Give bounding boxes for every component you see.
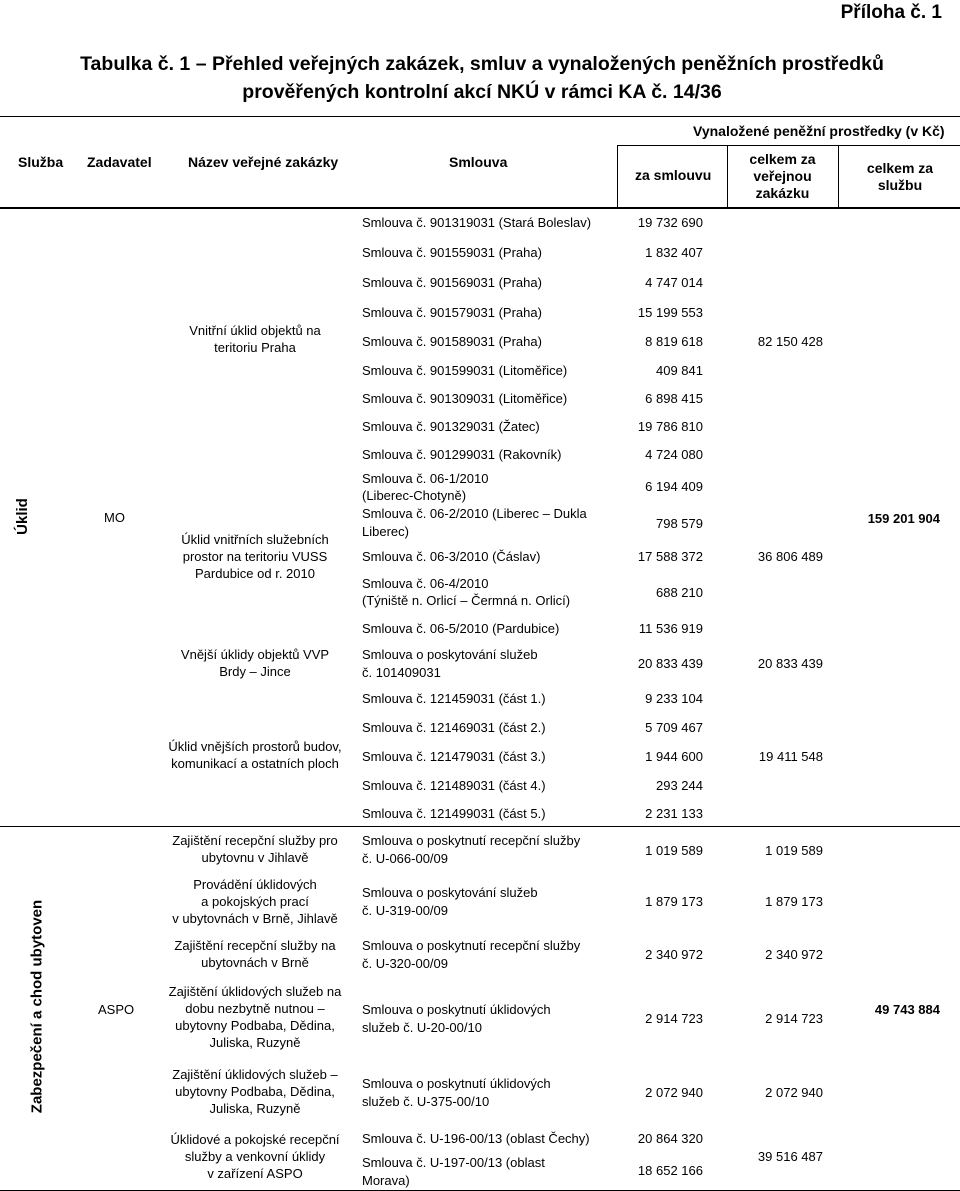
tender-4 (150, 738, 360, 772)
contract-row: Smlouva o poskytnutí úklidových (362, 1076, 551, 1091)
header-per-tender-l1: celkem za (749, 151, 816, 167)
tender-9-l3: Juliska, Ruzyně (209, 1101, 301, 1116)
contract-amount: 1 944 600 (645, 749, 703, 764)
contract-row: Smlouva o poskytování služeb (362, 885, 538, 900)
contract-row: Smlouva č. 06-4/2010 (362, 576, 489, 591)
tender-5-l1: Zajištění recepční služby pro (172, 833, 338, 848)
contract-amount: 20 833 439 (637, 656, 703, 671)
tender-5 (150, 832, 360, 866)
contract-amount: 6 898 415 (645, 391, 703, 406)
tender-2-l1: Úklid vnitřních služebních (181, 532, 329, 547)
contract-amount: 11 536 919 (638, 621, 703, 636)
rule-service-separator (0, 826, 960, 827)
tender-6-l1: Provádění úklidových (193, 877, 317, 892)
contract-amount: 19 786 810 (637, 419, 703, 434)
col-divider-per-tender (838, 145, 839, 207)
header-contract: Smlouva (449, 154, 508, 170)
contract-row: Smlouva č. 901569031 (Praha) (362, 275, 542, 290)
contract-amount: 409 841 (656, 363, 703, 378)
contract-row: (Liberec-Chotyně) (362, 488, 467, 503)
contract-row: Smlouva č. 06-3/2010 (Čáslav) (362, 549, 541, 564)
tender-4-l1: Úklid vnějších prostorů budov, (168, 739, 342, 754)
contract-amount: 1 879 173 (645, 894, 703, 909)
contract-amount: 2 914 723 (645, 1011, 703, 1026)
tender-9-l2: ubytovny Podbaba, Dědina, (175, 1084, 335, 1099)
tender-total: 19 411 548 (758, 749, 823, 764)
tender-8-l3: ubytovny Podbaba, Dědina, (175, 1018, 335, 1033)
service-cleaning: Úklid (13, 498, 31, 535)
contract-row: Morava) (362, 1173, 410, 1188)
contract-row: Smlouva o poskytnutí recepční služby (362, 833, 581, 848)
contract-amount: 1 832 407 (645, 245, 703, 260)
tender-10-l3: v zařízení ASPO (207, 1166, 303, 1181)
service-accommodation: Zabezpečení a chod ubytoven (28, 899, 46, 1114)
contract-row: Smlouva č. 121479031 (část 3.) (362, 749, 546, 764)
rule-header-bottom (0, 207, 960, 209)
contract-row: služeb č. U-375-00/10 (362, 1094, 490, 1109)
contract-amount: 2 072 940 (645, 1085, 703, 1100)
contract-amount: 2 340 972 (645, 947, 703, 962)
tender-9 (150, 1066, 360, 1117)
tender-9-l1: Zajištění úklidových služeb – (172, 1067, 338, 1082)
tender-10 (150, 1131, 360, 1182)
contract-amount: 8 819 618 (645, 334, 703, 349)
tender-8-l4: Juliska, Ruzyně (209, 1035, 301, 1050)
contract-amount: 17 588 372 (637, 549, 703, 564)
contract-amount: 6 194 409 (645, 479, 703, 494)
contract-amount: 19 732 690 (637, 215, 703, 230)
tender-total: 39 516 487 (757, 1149, 823, 1164)
tender-6-l3: v ubytovnách v Brně, Jihlavě (172, 911, 338, 926)
contract-row: Smlouva č. 06-2/2010 (Liberec – Dukla (362, 506, 587, 521)
col-divider-per-contract (727, 145, 728, 207)
tender-8-l2: dobu nezbytně nutnou – (185, 1001, 325, 1016)
header-per-contract: za smlouvu (635, 167, 712, 183)
annex-label: Příloha č. 1 (840, 2, 942, 23)
contract-row: Smlouva č. 901319031 (Stará Boleslav) (362, 215, 592, 230)
contract-amount: 18 652 166 (637, 1163, 703, 1178)
contract-row: Smlouva o poskytování služeb (362, 647, 538, 662)
contract-row: Smlouva č. 121469031 (část 2.) (362, 720, 546, 735)
contract-row: (Týniště n. Orlicí – Čermná n. Orlicí) (362, 593, 571, 608)
header-funds: Vynaložené peněžní prostředky (v Kč) (693, 123, 945, 139)
contract-row: Smlouva č. 06-5/2010 (Pardubice) (362, 621, 560, 636)
col-divider-contract (617, 145, 618, 207)
contract-row: č. 101409031 (362, 665, 441, 680)
contract-amount: 293 244 (656, 778, 703, 793)
contract-amount: 1 019 589 (645, 843, 703, 858)
header-per-service (845, 160, 955, 194)
contracting-mo: MO (104, 510, 125, 525)
title-line-2: prověřených kontrolní akcí NKÚ v rámci KA č. 14/36 (242, 81, 722, 103)
contract-row: Smlouva č. 901579031 (Praha) (362, 305, 542, 320)
header-per-service-l1: celkem za (866, 160, 934, 176)
contract-amount: 5 709 467 (645, 720, 703, 735)
contract-row: služeb č. U-20-00/10 (362, 1020, 482, 1035)
contract-amount: 4 747 014 (645, 275, 703, 290)
tender-total: 20 833 439 (757, 656, 823, 671)
header-per-service-l2: službu (877, 177, 923, 193)
tender-2-l2: prostor na teritoriu VUSS (182, 549, 328, 564)
tender-7-l1: Zajištění recepční služby na (174, 938, 336, 953)
contract-row: č. U-066-00/09 (362, 851, 448, 866)
tender-total: 1 019 589 (765, 843, 823, 858)
contract-row: Smlouva č. 121499031 (část 5.) (362, 806, 546, 821)
service-total-cleaning: 159 201 904 (867, 511, 940, 526)
tender-8 (150, 983, 360, 1051)
contract-row: Smlouva č. 901299031 (Rakovník) (362, 447, 562, 462)
contract-amount: 20 864 320 (637, 1131, 703, 1146)
title-line-1: Tabulka č. 1 – Přehled veřejných zakázek, smluv a vynaložených peněžních prostředků (80, 53, 884, 75)
tender-total: 2 914 723 (765, 1011, 823, 1026)
contract-amount: 798 579 (656, 516, 703, 531)
tender-total: 36 806 489 (757, 549, 823, 564)
contract-amount: 4 724 080 (645, 447, 703, 462)
tender-10-l2: služby a venkovní úklidy (184, 1149, 326, 1164)
tender-1-l2: teritoriu Praha (214, 340, 296, 355)
contract-amount: 9 233 104 (645, 691, 703, 706)
tender-10-l1: Úklidové a pokojské recepční (170, 1132, 340, 1147)
contract-row: Smlouva č. 901589031 (Praha) (362, 334, 542, 349)
tender-6 (150, 876, 360, 927)
header-contracting: Zadavatel (87, 154, 152, 170)
contract-row: č. U-319-00/09 (362, 903, 448, 918)
contract-row: Smlouva č. 901599031 (Litoměřice) (362, 363, 568, 378)
tender-6-l2: a pokojských prací (201, 894, 309, 909)
table-title (62, 50, 902, 106)
tender-1-l1: Vnitřní úklid objektů na (189, 323, 321, 338)
service-total-accommodation: 49 743 884 (874, 1002, 940, 1017)
contract-row: Smlouva č. U-197-00/13 (oblast (362, 1155, 545, 1170)
contract-row: Smlouva č. 06-1/2010 (362, 471, 489, 486)
rule-funds-header (617, 145, 960, 146)
header-per-tender-l2: veřejnou (753, 168, 812, 184)
tender-3 (150, 646, 360, 680)
header-service: Služba (18, 154, 64, 170)
tender-total: 2 340 972 (765, 947, 823, 962)
tender-2 (150, 531, 360, 582)
contract-row: Liberec) (362, 524, 409, 539)
header-per-tender (730, 151, 835, 202)
tender-7-l2: ubytovnách v Brně (201, 955, 309, 970)
tender-2-l3: Pardubice od r. 2010 (195, 566, 315, 581)
contract-row: Smlouva č. 901309031 (Litoměřice) (362, 391, 568, 406)
contract-row: Smlouva č. 121489031 (část 4.) (362, 778, 546, 793)
tender-7 (150, 937, 360, 971)
contract-row: Smlouva č. 121459031 (část 1.) (362, 691, 546, 706)
contract-row: Smlouva č. U-196-00/13 (oblast Čechy) (362, 1131, 590, 1146)
tender-4-l2: komunikací a ostatních ploch (171, 756, 339, 771)
tender-total: 2 072 940 (765, 1085, 823, 1100)
tender-5-l2: ubytovnu v Jihlavě (201, 850, 309, 865)
tender-1 (150, 322, 360, 356)
contracting-aspo: ASPO (98, 1002, 135, 1017)
header-tender: Název veřejné zakázky (188, 154, 339, 170)
contract-amount: 15 199 553 (637, 305, 703, 320)
contract-row: Smlouva o poskytnutí recepční služby (362, 938, 581, 953)
tender-3-l2: Brdy – Jince (219, 664, 291, 679)
tender-total: 82 150 428 (757, 334, 823, 349)
tender-total: 1 879 173 (765, 894, 823, 909)
contract-amount: 2 231 133 (645, 806, 703, 821)
contract-row: Smlouva o poskytnutí úklidových (362, 1002, 551, 1017)
header-per-tender-l3: zakázku (755, 185, 810, 201)
contract-row: č. U-320-00/09 (362, 956, 448, 971)
contract-row: Smlouva č. 901329031 (Žatec) (362, 419, 540, 434)
contract-row: Smlouva č. 901559031 (Praha) (362, 245, 542, 260)
tender-3-l1: Vnější úklidy objektů VVP (180, 647, 330, 662)
contract-amount: 688 210 (656, 585, 703, 600)
rule-top (0, 116, 960, 117)
tender-8-l1: Zajištění úklidových služeb na (168, 984, 342, 999)
